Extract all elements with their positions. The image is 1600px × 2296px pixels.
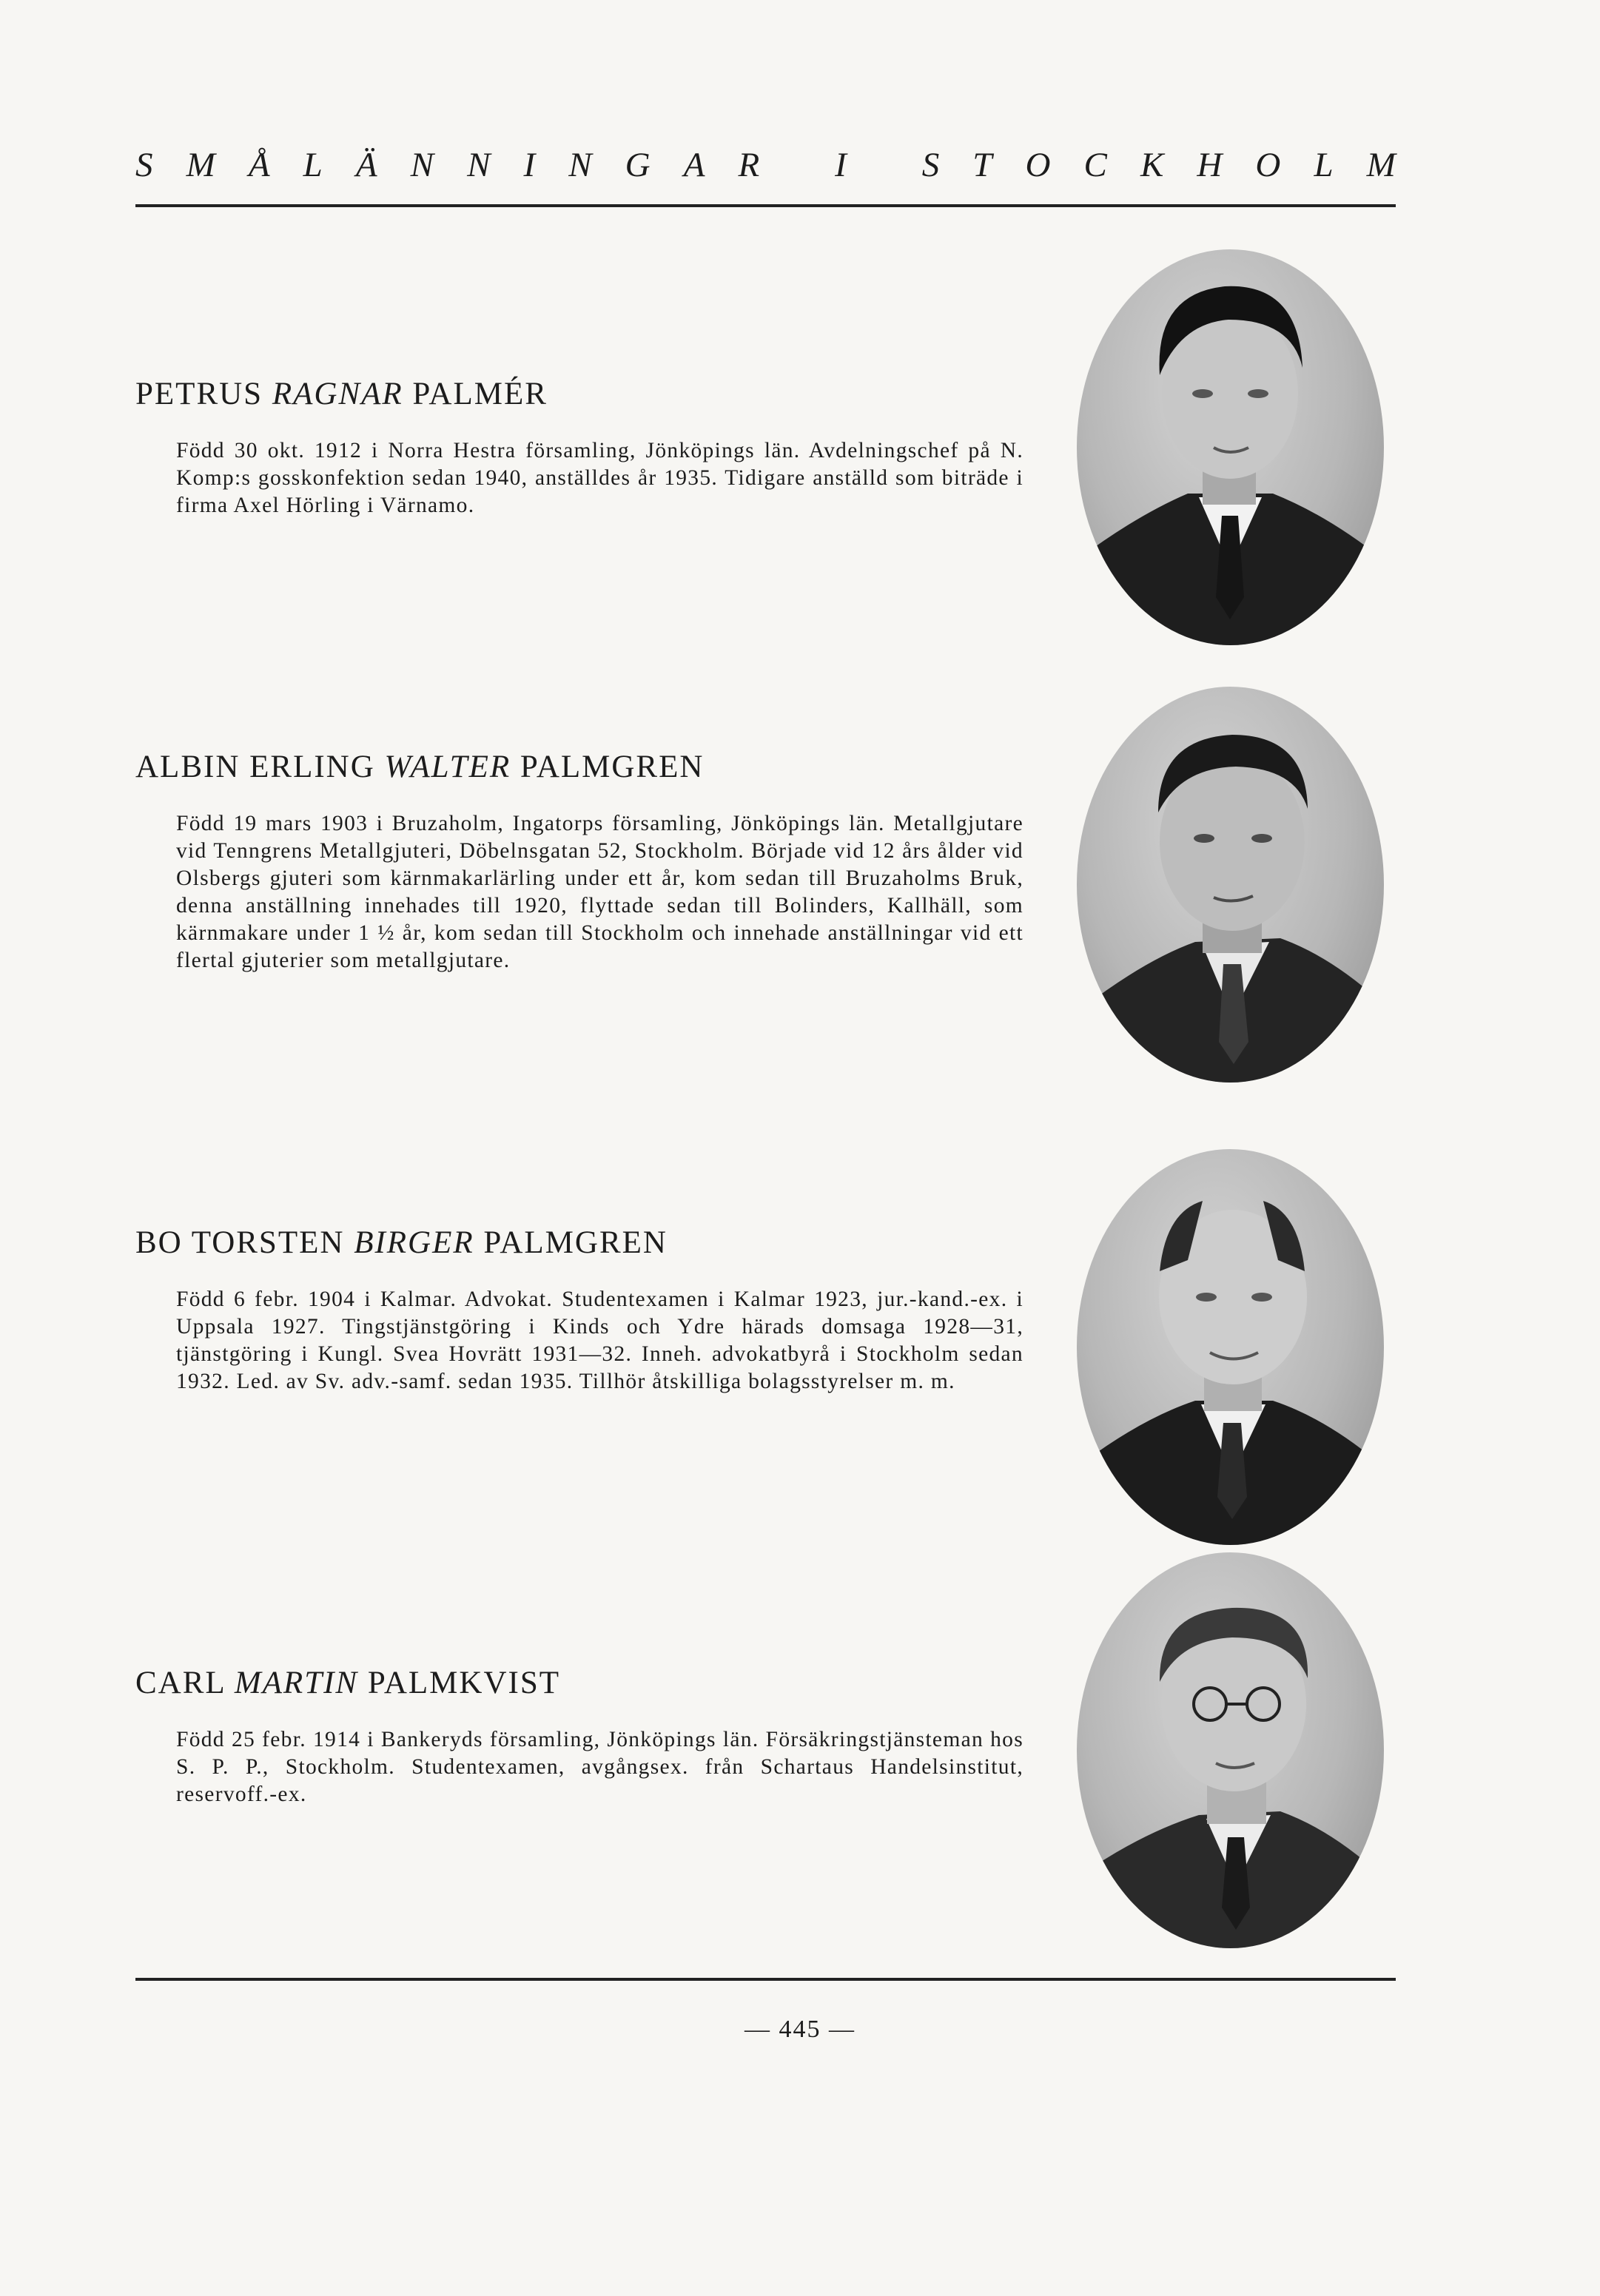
running-head-letter: A: [683, 146, 705, 184]
running-head-letter: N: [568, 146, 592, 184]
portrait-icon: [1077, 687, 1384, 1083]
page-number: — 445 —: [744, 2016, 856, 2043]
person-name: BO TORSTEN BIRGER PALMGREN: [135, 1225, 668, 1260]
running-head-letter: [880, 145, 889, 185]
entry-palmer: [135, 376, 1023, 519]
running-head-letter: [793, 145, 801, 185]
portrait-icon: [1077, 1552, 1384, 1948]
running-head-letter: O: [1255, 146, 1281, 184]
running-head-letter: T: [972, 146, 992, 184]
running-head-letter: M: [1366, 146, 1396, 184]
person-biography: Född 19 mars 1903 i Bruzaholm, Ingatorps församling, Jönköpings län. Metallgjutare vid Tenngrens Metallgjuteri, Döbelnsgatan 52, Stockholm. Började vid 12 års ålder vid Olsbergs gjuteri som kärnmakarlärling under ett år, kom sedan till Bruzaholms Bruk, denna anställning innehades till 1920, flyttade sedan till Bolinders, Kallhäll, som kärnmakare under 1 ½ år, kom sedan till Stockholm och innehade anställningar vid ett flertal gjuterier som metallgjutare.: [176, 812, 1023, 972]
person-biography: Född 30 okt. 1912 i Norra Hestra församling, Jönköpings län. Avdelningschef på N. Komp:s gosskonfektion sedan 1940, anställdes år 1935. Tidigare anställd som biträde i firma Axel Hörling i Värnamo.: [176, 439, 1023, 517]
running-head-letter: S: [921, 146, 940, 184]
entry-martin-palmkvist: [135, 1665, 1023, 1808]
running-head-letter: Å: [248, 146, 270, 184]
person-biography: Född 6 febr. 1904 i Kalmar. Advokat. Studentexamen i Kalmar 1923, jur.-kand.-ex. i Uppsala 1927. Tingstjänstgöring i Kinds och Ydre härads domsaga 1928—31, tjänstgöring i Kungl. Svea Hovrätt 1931—32. Inneh. advokatbyrå i Stockholm sedan 1932. Led. av Sv. adv.-samf. sedan 1935. Tillhör åtskilliga bolagsstyrelser m. m.: [176, 1287, 1023, 1393]
portrait-photo: [1077, 687, 1384, 1083]
running-head-letter: L: [1314, 146, 1334, 184]
header-rule: [135, 204, 1396, 207]
entry-walter-palmgren: [135, 749, 1023, 974]
running-head-letter: C: [1083, 146, 1107, 184]
person-name: PETRUS RAGNAR PALMÉR: [135, 377, 548, 411]
running-head: [135, 145, 1396, 185]
running-head-letter: G: [625, 146, 651, 184]
running-head-letter: I: [523, 146, 536, 184]
running-head-letter: N: [410, 146, 434, 184]
portrait-icon: [1077, 1149, 1384, 1545]
entry-birger-palmgren: [135, 1225, 1023, 1396]
running-head-letter: S: [135, 146, 153, 184]
running-head-letter: L: [303, 146, 323, 184]
person-name: CARL MARTIN PALMKVIST: [135, 1666, 561, 1700]
footer-rule: [135, 1978, 1396, 1981]
running-head-letter: M: [186, 146, 215, 184]
running-head-letter: Ä: [355, 146, 377, 184]
running-head-letter: H: [1197, 146, 1223, 184]
portrait-photo: [1077, 249, 1384, 645]
portrait-photo: [1077, 1149, 1384, 1545]
portrait-icon: [1077, 249, 1384, 645]
running-head-letter: N: [467, 146, 491, 184]
person-name: ALBIN ERLING WALTER PALMGREN: [135, 750, 705, 784]
running-head-letter: O: [1025, 146, 1051, 184]
portrait-photo: [1077, 1552, 1384, 1948]
running-head-letter: K: [1140, 146, 1164, 184]
running-head-letter: I: [835, 146, 847, 184]
running-head-letter: R: [738, 146, 760, 184]
person-biography: Född 25 febr. 1914 i Bankeryds församling, Jönköpings län. Försäkringstjänsteman hos S. P. P., Stockholm. Studentexamen, avgångsex. från Schartaus Handelsinstitut, reservoff.-ex.: [176, 1728, 1023, 1806]
